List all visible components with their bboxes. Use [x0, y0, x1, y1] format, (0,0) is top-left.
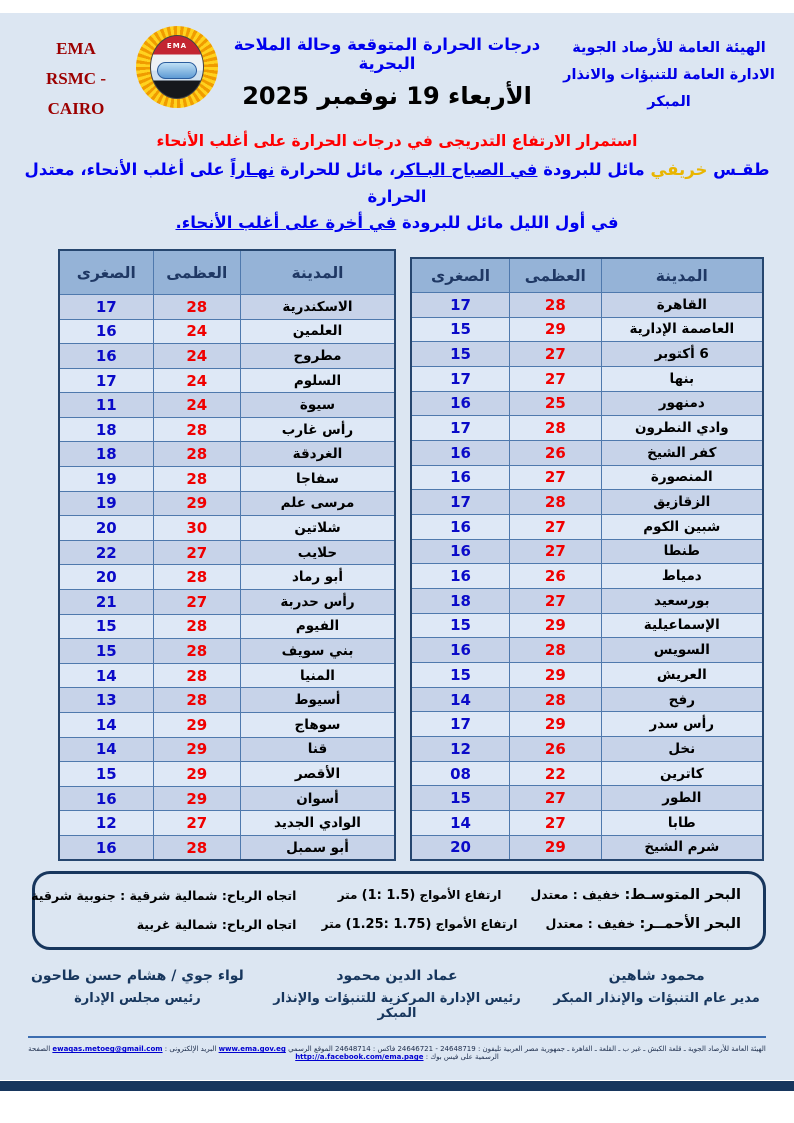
forecast-segment: في أخرة على أغلب الأنحاء. [175, 213, 397, 233]
wave-height-value: (1.25: 1.75) [345, 916, 432, 932]
sea-state-cell [530, 887, 741, 904]
min-temperature: 14 [411, 687, 510, 712]
headline: استمرار الارتفاع التدريجى في درجات الحرارة على أغلب الأنحاء [156, 132, 638, 151]
max-temperature: 28 [153, 442, 240, 467]
city-name: العاصمة الإدارية [601, 317, 763, 342]
min-temperature: 14 [59, 663, 153, 688]
city-name: نخل [601, 737, 763, 762]
agency-en-line1: EMA [56, 39, 96, 58]
table-row [59, 614, 395, 639]
min-temperature: 16 [59, 319, 153, 344]
min-temperature: 18 [59, 442, 153, 467]
city-name: السلوم [240, 368, 395, 393]
table-row [59, 811, 395, 836]
max-temperature: 27 [510, 514, 602, 539]
sea-state: خفيف : معتدل [530, 887, 621, 903]
min-temperature: 22 [59, 540, 153, 565]
wave-height-label: ارتفاع الأمواج [415, 887, 502, 902]
signature-title: رئيس الإدارة المركزية للتنبؤات والإنذار المبكر [273, 991, 521, 1022]
wave-height-cell [296, 917, 542, 932]
min-temperature: 13 [59, 688, 153, 713]
column-header-max: العظمى [153, 250, 240, 294]
table-row [411, 391, 763, 416]
max-temperature: 27 [153, 811, 240, 836]
max-temperature: 24 [153, 368, 240, 393]
city-name: سيوة [240, 393, 395, 418]
city-name: الاسكندرية [240, 294, 395, 319]
table-row [411, 786, 763, 811]
max-temperature: 27 [153, 540, 240, 565]
min-temperature: 17 [411, 416, 510, 441]
table-row [411, 514, 763, 539]
city-name: أسيوط [240, 688, 395, 713]
min-temperature: 18 [411, 588, 510, 613]
min-temperature: 20 [59, 565, 153, 590]
table-row [59, 344, 395, 369]
forecast-line-2 [0, 210, 794, 236]
table-row [411, 811, 763, 836]
table-row [411, 564, 763, 589]
max-temperature: 29 [510, 663, 602, 688]
table-row [411, 737, 763, 762]
min-temperature: 20 [59, 516, 153, 541]
wave-height-value: (1: 1.5) [361, 887, 416, 903]
max-temperature: 29 [510, 835, 602, 860]
column-header-city: المدينة [601, 258, 763, 292]
min-temperature: 16 [59, 786, 153, 811]
max-temperature: 26 [510, 440, 602, 465]
footer-text: الصفحة الرسمية على فيس بوك : [28, 1045, 499, 1062]
city-name: السويس [601, 638, 763, 663]
city-name: رأس سدر [601, 712, 763, 737]
table-row [411, 292, 763, 317]
max-temperature: 29 [153, 491, 240, 516]
wind-direction-value: شمالية شرقية : جنوبية شرقية [31, 887, 218, 903]
city-name: دمياط [601, 564, 763, 589]
max-temperature: 27 [510, 342, 602, 367]
table-row [411, 712, 763, 737]
forecast-line-1 [0, 157, 794, 210]
min-temperature: 16 [59, 344, 153, 369]
signature-block [22, 968, 253, 1021]
max-temperature: 28 [153, 835, 240, 860]
min-temperature: 16 [411, 391, 510, 416]
marine-row [31, 887, 741, 904]
max-temperature: 27 [153, 590, 240, 615]
logo-text: EMA [166, 42, 188, 50]
min-temperature: 15 [411, 342, 510, 367]
min-temperature: 16 [411, 440, 510, 465]
forecast-segment: نهـاراً [230, 160, 275, 180]
temperature-tables [58, 249, 764, 861]
max-temperature: 24 [153, 393, 240, 418]
agency-ar-line2: الادارة العامة للتنبؤات والانذار المبكر [563, 66, 775, 110]
table-row [411, 317, 763, 342]
city-name: رأس غارب [240, 417, 395, 442]
min-temperature: 15 [59, 639, 153, 664]
city-name: أسوان [240, 786, 395, 811]
max-temperature: 28 [153, 639, 240, 664]
city-name: رفح [601, 687, 763, 712]
min-temperature: 16 [411, 514, 510, 539]
table-row [411, 416, 763, 441]
city-name: شبين الكوم [601, 514, 763, 539]
forecast-segment: خريفي [650, 160, 708, 180]
min-temperature: 16 [411, 638, 510, 663]
wave-height-unit: متر [321, 916, 346, 931]
footer-text: البريد الإلكترونى : [162, 1045, 219, 1054]
marine-row [57, 916, 741, 932]
signature-name: عماد الدين محمود [336, 968, 458, 985]
marine-conditions-box [32, 871, 766, 950]
min-temperature: 17 [59, 294, 153, 319]
city-name: سفاجا [240, 467, 395, 492]
column-header-max: العظمى [510, 258, 602, 292]
min-temperature: 17 [411, 366, 510, 391]
table-row [411, 835, 763, 860]
min-temperature: 16 [411, 564, 510, 589]
sea-state: خفيف : معتدل [545, 916, 636, 932]
min-temperature: 14 [411, 811, 510, 836]
max-temperature: 28 [153, 417, 240, 442]
temperature-table-left [58, 249, 396, 861]
table-row [59, 786, 395, 811]
wind-direction-label: اتجاه الرياح: [217, 887, 297, 903]
min-temperature: 17 [411, 490, 510, 515]
footer-divider [28, 1036, 766, 1038]
min-temperature: 15 [411, 786, 510, 811]
table-row [411, 490, 763, 515]
document-date: الأربعاء 19 نوفمبر 2025 [242, 82, 532, 110]
sea-name: البحر المتوسـط: [624, 887, 741, 904]
city-name: طنطا [601, 539, 763, 564]
min-temperature: 14 [59, 737, 153, 762]
city-name: العلمين [240, 319, 395, 344]
max-temperature: 28 [510, 638, 602, 663]
city-name: المنصورة [601, 465, 763, 490]
city-name: العريش [601, 663, 763, 688]
min-temperature: 15 [411, 317, 510, 342]
city-name: الفيوم [240, 614, 395, 639]
city-name: شلاتين [240, 516, 395, 541]
city-name: بني سويف [240, 639, 395, 664]
min-temperature: 16 [411, 539, 510, 564]
ema-logo [136, 26, 218, 108]
header [0, 13, 794, 123]
city-name: دمنهور [601, 391, 763, 416]
city-name: أبو سمبل [240, 835, 395, 860]
forecast-segment: على أغلب الأنحاء، معتدل الحرارة [24, 160, 427, 206]
table-row [59, 835, 395, 860]
table-row [59, 319, 395, 344]
max-temperature: 28 [153, 663, 240, 688]
signatures [22, 968, 772, 1021]
contact-footer [16, 1045, 778, 1061]
table-row [59, 639, 395, 664]
sea-state-cell [543, 916, 741, 932]
max-temperature: 29 [153, 786, 240, 811]
min-temperature: 17 [411, 712, 510, 737]
max-temperature: 28 [510, 490, 602, 515]
signature-name: محمود شاهين [608, 968, 705, 985]
table-row [59, 688, 395, 713]
city-name: كاترين [601, 761, 763, 786]
table-row [59, 737, 395, 762]
max-temperature: 28 [510, 687, 602, 712]
max-temperature: 29 [153, 713, 240, 738]
city-name: رأس حدربة [240, 590, 395, 615]
table-row [411, 761, 763, 786]
city-name: الطور [601, 786, 763, 811]
max-temperature: 28 [153, 467, 240, 492]
table-row [59, 540, 395, 565]
city-name: مرسى علم [240, 491, 395, 516]
max-temperature: 28 [510, 416, 602, 441]
table-row [59, 442, 395, 467]
min-temperature: 11 [59, 393, 153, 418]
city-name: بنها [601, 366, 763, 391]
max-temperature: 28 [153, 614, 240, 639]
max-temperature: 29 [153, 737, 240, 762]
table-row [59, 663, 395, 688]
min-temperature: 15 [411, 613, 510, 638]
table-row [59, 294, 395, 319]
table-row [59, 713, 395, 738]
max-temperature: 27 [510, 786, 602, 811]
wind-direction-value: شمالية غربية [136, 916, 218, 932]
city-name: القاهرة [601, 292, 763, 317]
table-row [411, 539, 763, 564]
city-name: بورسعيد [601, 588, 763, 613]
table-row [411, 342, 763, 367]
max-temperature: 22 [510, 761, 602, 786]
city-name: وادي النطرون [601, 416, 763, 441]
city-name: قنا [240, 737, 395, 762]
column-header-city: المدينة [240, 250, 395, 294]
max-temperature: 26 [510, 564, 602, 589]
footer-link[interactable]: www.ema.gov.eg [218, 1045, 286, 1054]
forecast-segment: ، مائل للحرارة [274, 160, 396, 180]
table-header-row [59, 250, 395, 294]
city-name: الزقازيق [601, 490, 763, 515]
table-header-row [411, 258, 763, 292]
signature-name: لواء جوي / هشام حسن طاحون [30, 968, 244, 985]
max-temperature: 27 [510, 465, 602, 490]
max-temperature: 29 [153, 762, 240, 787]
city-name: أبو رماد [240, 565, 395, 590]
min-temperature: 19 [59, 491, 153, 516]
signature-block [253, 968, 541, 1021]
footer-link[interactable]: ewaqas.metoeg@gmail.com [52, 1045, 163, 1054]
max-temperature: 24 [153, 344, 240, 369]
min-temperature: 14 [59, 713, 153, 738]
min-temperature: 08 [411, 761, 510, 786]
table-row [411, 440, 763, 465]
table-row [59, 762, 395, 787]
table-row [411, 588, 763, 613]
city-name: 6 أكتوبر [601, 342, 763, 367]
table-row [411, 366, 763, 391]
min-temperature: 19 [59, 467, 153, 492]
max-temperature: 27 [510, 366, 602, 391]
cloud-icon [157, 62, 197, 79]
city-name: شرم الشيخ [601, 835, 763, 860]
city-name: مطروح [240, 344, 395, 369]
max-temperature: 27 [510, 588, 602, 613]
wind-direction-cell [31, 887, 297, 903]
max-temperature: 28 [153, 565, 240, 590]
table-row [59, 491, 395, 516]
agency-en-line2: RSMC - CAIRO [46, 68, 106, 118]
city-name: كفر الشيخ [601, 440, 763, 465]
wave-height-label: ارتفاع الأمواج [431, 916, 518, 931]
min-temperature: 15 [411, 663, 510, 688]
forecast-segment: في أول الليل مائل للبرودة [396, 213, 619, 233]
max-temperature: 28 [510, 292, 602, 317]
city-name: الأقصر [240, 762, 395, 787]
city-name: المنيا [240, 663, 395, 688]
table-row [411, 638, 763, 663]
min-temperature: 18 [59, 417, 153, 442]
max-temperature: 24 [153, 319, 240, 344]
signature-block [541, 968, 772, 1021]
footer-link[interactable]: http://a.facebook.com/ema.page [295, 1053, 424, 1062]
title-block [218, 26, 556, 110]
city-name: سوهاج [240, 713, 395, 738]
min-temperature: 15 [59, 762, 153, 787]
max-temperature: 29 [510, 712, 602, 737]
agency-ar-block [556, 26, 788, 115]
table-row [59, 417, 395, 442]
column-header-min: الصغرى [59, 250, 153, 294]
max-temperature: 26 [510, 737, 602, 762]
max-temperature: 27 [510, 811, 602, 836]
max-temperature: 30 [153, 516, 240, 541]
city-name: الغردقة [240, 442, 395, 467]
min-temperature: 15 [59, 614, 153, 639]
column-header-min: الصغرى [411, 258, 510, 292]
agency-en-block [16, 26, 136, 123]
wind-direction-label: اتجاه الرياح: [217, 916, 297, 932]
min-temperature: 16 [411, 465, 510, 490]
min-temperature: 20 [411, 835, 510, 860]
table-row [59, 516, 395, 541]
table-row [59, 368, 395, 393]
wave-height-cell [296, 888, 542, 903]
signature-title: مدير عام التنبؤات والإنذار المبكر [553, 991, 760, 1007]
signature-title: رئيس مجلس الإدارة [74, 991, 201, 1007]
table-row [411, 613, 763, 638]
bottom-navy-bar [0, 1081, 794, 1091]
table-row [59, 590, 395, 615]
table-row [411, 465, 763, 490]
sea-name: البحر الأحمــر: [639, 916, 741, 933]
table-row [411, 663, 763, 688]
table-row [59, 565, 395, 590]
max-temperature: 28 [153, 294, 240, 319]
forecast-segment: في الصباح البـاكر [395, 160, 538, 180]
city-name: الإسماعيلية [601, 613, 763, 638]
wave-height-unit: متر [337, 887, 362, 902]
max-temperature: 28 [153, 688, 240, 713]
temperature-table-right [410, 257, 764, 861]
max-temperature: 27 [510, 539, 602, 564]
forecast-paragraph [0, 157, 794, 236]
wind-direction-cell [57, 917, 296, 932]
footer-text: الهيئة العامة للأرصاد الجوية ـ قلعة الكبش ـ غير ب ـ القلعة ـ القاهرة ـ جمهورية مصر العربية تليفون : 24648719 - 24646721 فاكس : 24648714 الموقع الرسمي [285, 1045, 766, 1054]
min-temperature: 16 [59, 835, 153, 860]
city-name: حلايب [240, 540, 395, 565]
page-background [0, 13, 794, 1080]
table-row [411, 687, 763, 712]
max-temperature: 29 [510, 613, 602, 638]
min-temperature: 17 [59, 368, 153, 393]
max-temperature: 25 [510, 391, 602, 416]
agency-ar-line1: الهيئة العامة للأرصاد الجوية [572, 40, 766, 56]
max-temperature: 29 [510, 317, 602, 342]
table-row [59, 467, 395, 492]
min-temperature: 12 [59, 811, 153, 836]
city-name: طابا [601, 811, 763, 836]
min-temperature: 21 [59, 590, 153, 615]
city-name: الوادي الجديد [240, 811, 395, 836]
min-temperature: 17 [411, 292, 510, 317]
document-title: درجات الحرارة المتوقعة وحالة الملاحة البحرية [233, 35, 541, 73]
forecast-segment: مائل للبرودة [537, 160, 651, 180]
forecast-segment: طقـس [707, 160, 770, 180]
table-row [59, 393, 395, 418]
min-temperature: 12 [411, 737, 510, 762]
